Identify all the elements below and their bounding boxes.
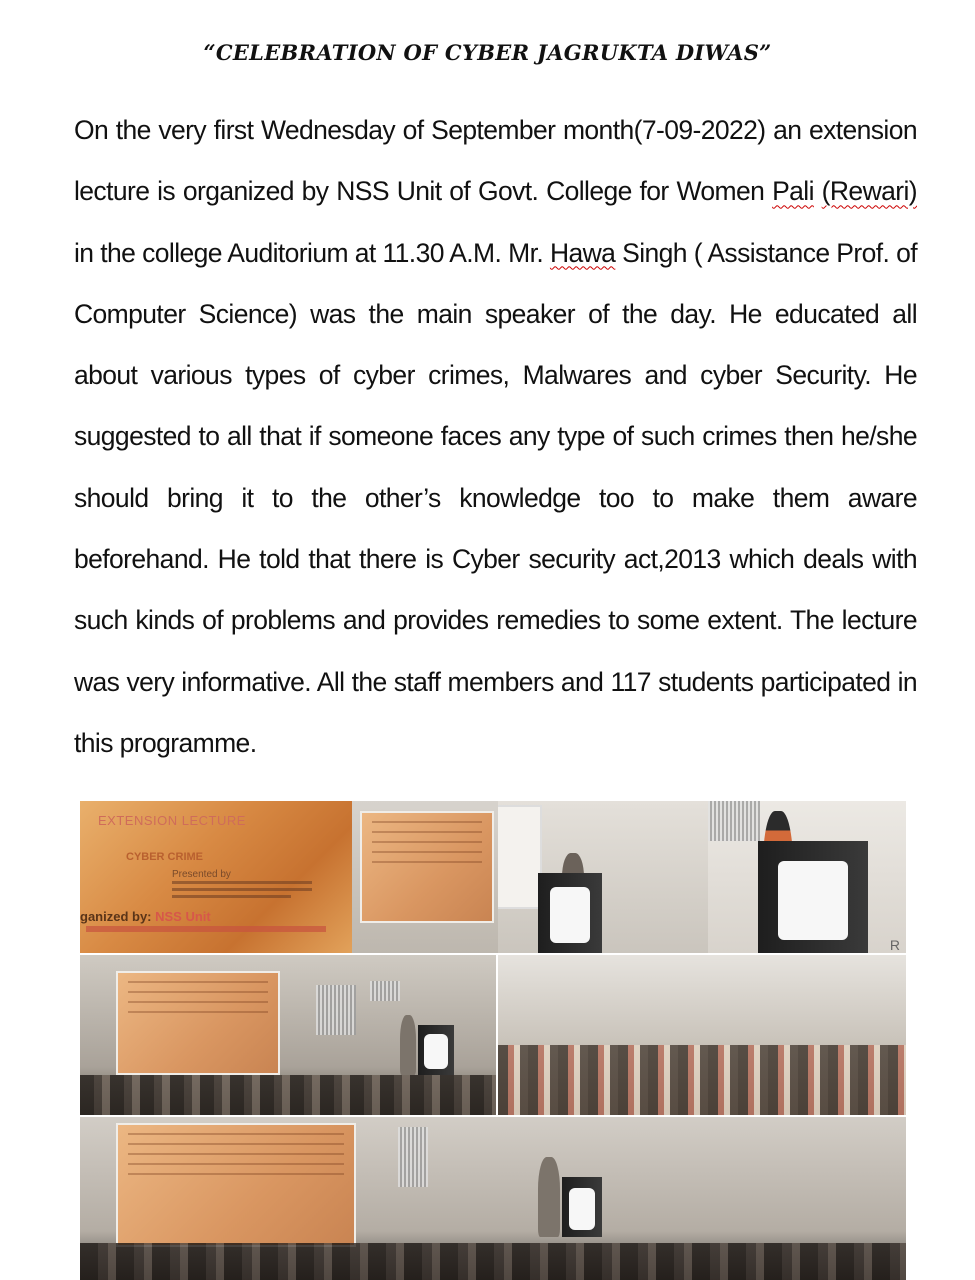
audience: [80, 1243, 906, 1280]
projection-screen: [360, 811, 494, 923]
spellcheck-word: Hawa: [549, 237, 616, 268]
podium: [562, 1177, 602, 1237]
slide-presented-by: Presented by: [172, 869, 231, 880]
slide-topic: CYBER CRIME: [126, 851, 204, 863]
photo-speaker-screen: [352, 801, 498, 953]
photo-audience: [498, 955, 906, 1115]
slide-heading: EXTENSION LECTURE: [98, 813, 246, 828]
spellcheck-word: (Rewari): [821, 176, 917, 207]
photo-podium: [498, 801, 708, 953]
speaker-figure: [400, 1015, 416, 1075]
document-title: “CELEBRATION OF CYBER JAGRUKTA DIWAS”: [203, 40, 772, 65]
tinsel-decoration: [398, 1127, 428, 1187]
slide-org-line: [86, 926, 326, 932]
audience: [80, 1075, 496, 1115]
photo-female-speaker: [708, 801, 906, 953]
audience: [498, 1045, 906, 1115]
podium: [538, 873, 602, 953]
photo-lecture-hall: [80, 955, 496, 1115]
podium: [418, 1025, 454, 1075]
body-paragraph: On the very first Wednesday of September month(7-09-2022) an extension lecture is organized by NSS Unit of Govt. College for Women Pali (Rewari) in the college Auditorium at 11.30 A.M. Mr. Hawa Singh ( Assistance Prof. of Computer Science) was the main speaker of the day. He educated all about various types of cyber crimes, Malwares and cyber Security. He suggested to all that if someone faces any type of such crimes then he/she should bring it to the other’s knowledge too to make them aware beforehand. He told that there is Cyber security act,2013 which deals with such kinds of problems and provides remedies to some extent. The lecture was very informative. All the staff members and 117 students participated in this programme.: [74, 115, 918, 758]
projection-screen: [498, 805, 542, 909]
slide-organized-by: ganized by: NSS Unit: [80, 909, 211, 924]
photo-slide: [80, 801, 352, 953]
tinsel-decoration: [370, 981, 400, 1001]
podium: [758, 841, 868, 953]
projection-screen: [116, 971, 280, 1075]
spellcheck-word: Pali: [772, 176, 814, 207]
slide-credit-lines: [172, 881, 312, 902]
photo-wide-lecture: [80, 1117, 906, 1280]
corner-text: R: [889, 937, 900, 953]
projection-screen: [116, 1123, 356, 1247]
tinsel-decoration: [708, 801, 760, 841]
speaker-figure: [538, 1157, 560, 1237]
tinsel-decoration: [316, 985, 356, 1035]
